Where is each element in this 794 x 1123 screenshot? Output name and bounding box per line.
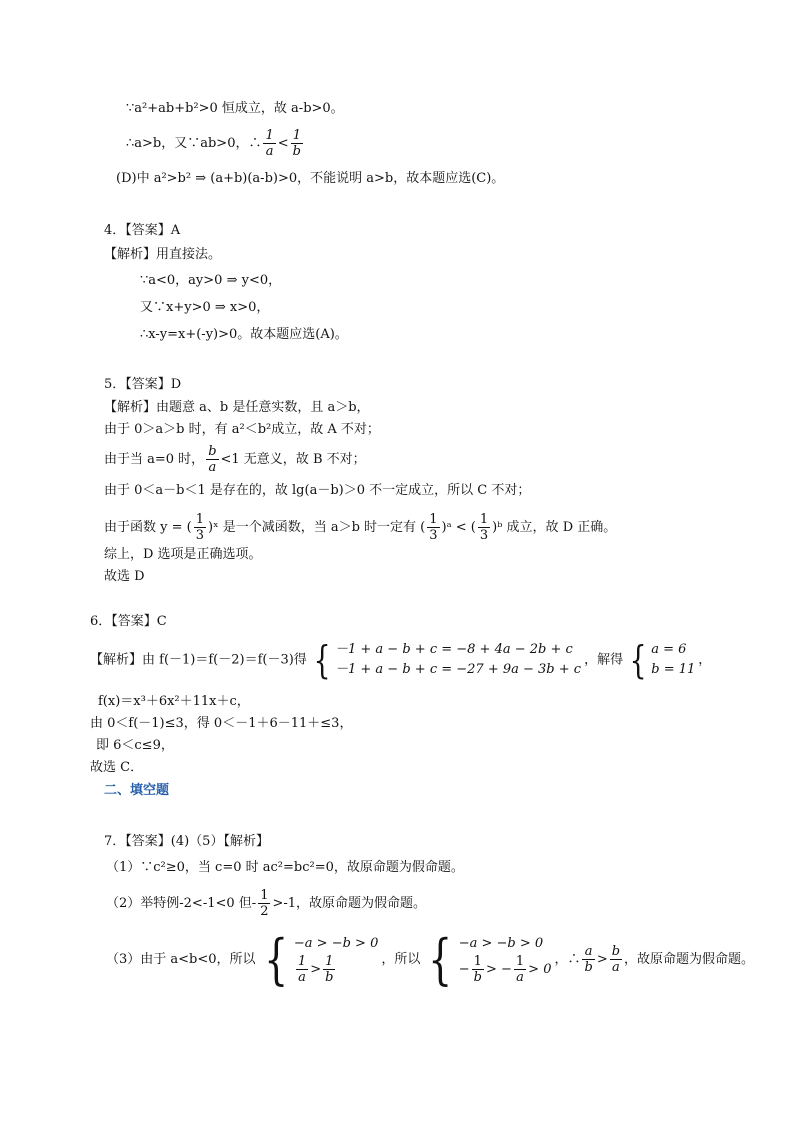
q5-summary: 综上，D 选项是正确选项。 — [104, 547, 262, 562]
text: ，∴ — [554, 952, 581, 967]
text: （2）举特例-2<-1<0 但- — [106, 896, 257, 911]
q4-answer: 4．【答案】A — [104, 223, 181, 238]
fraction-1-over-3: $\frac{1}{3}$ — [195, 512, 204, 543]
less-than: < — [277, 136, 289, 151]
text: ∴a>b，又∵ab>0，∴ — [126, 136, 262, 151]
fraction-1-over-a: $\frac{1}{a}$ — [297, 954, 307, 985]
line-3: (D)中 a²>b² ⇒ (a+b)(a-b)>0，不能说明 a>b，故本题应选(C)。 — [116, 171, 505, 186]
equation-system-1: { －1 + a − b + c = −8 + 4a − 2b + c －1 + a − b + c = −27 + 9a − 3b + c — [313, 638, 582, 682]
q5-line-4: 由于 0＜a－b＜1 是存在的，故 lg(a－b)＞0 不一定成立，所以 C 不对； — [104, 483, 531, 498]
q6-line-2: f(x)＝x³＋6x²＋11x＋c， — [98, 694, 250, 709]
q7-answer: 7．【答案】(4)（5）【解析】 — [104, 834, 269, 849]
left-brace: { — [313, 638, 331, 682]
q6-answer: 6．【答案】C — [90, 614, 167, 629]
text: )ᵃ < ( — [441, 520, 476, 535]
fraction-b-over-a: $\frac{b}{a}$ — [208, 444, 217, 475]
fraction-a-over-b: $\frac{a}{b}$ — [584, 944, 593, 975]
fraction-1-over-b: $\frac{1}{b}$ — [292, 128, 301, 159]
equation-system-2: { a = 6 b = 11 — [629, 638, 696, 682]
fraction-1-over-3: $\frac{1}{3}$ — [429, 512, 438, 543]
q4-step-1: ∵a<0，ay>0 ⇒ y<0， — [140, 273, 282, 288]
left-brace: { — [263, 927, 288, 991]
left-brace: { — [428, 927, 453, 991]
q7-line-3 — [106, 927, 755, 991]
q5-analysis: 【解析】由题意 a、b 是任意实数，且 a＞b， — [104, 400, 370, 415]
text: ，故原命题为假命题。 — [624, 952, 755, 967]
q6-line-4: 即 6＜c≤9， — [96, 738, 174, 753]
text: <1 无意义，故 B 不对； — [220, 452, 366, 467]
q7-line-2 — [106, 888, 426, 919]
q5-answer: 5．【答案】D — [104, 377, 182, 392]
inequality-system-2: { −a > −b > 0 − $\frac{1}{b}$ > − $\frac{1}{a}$ > 0 — [428, 927, 552, 991]
text: 由于当 a=0 时， — [104, 452, 205, 467]
text: ， — [698, 652, 712, 668]
text: 由于函数 y = ( — [104, 520, 192, 535]
q7-line-1: （1）∵c²≥0，当 c=0 时 ac²=bc²=0，故原命题为假命题。 — [106, 860, 464, 875]
fraction-1-over-2: $\frac{1}{2}$ — [260, 888, 269, 919]
q6-line-3: 由 0＜f(－1)≤3，得 0＜－1＋6－11＋≤3， — [90, 716, 353, 731]
fraction-1-over-3: $\frac{1}{3}$ — [479, 512, 489, 543]
line-1: ∵a²+ab+b²>0 恒成立，故 a-b>0。 — [126, 101, 344, 116]
q4-analysis: 【解析】用直接法。 — [104, 247, 222, 262]
q5-line-5 — [104, 512, 616, 543]
q6-choice: 故选 C． — [90, 760, 144, 775]
greater-than: > — [596, 952, 608, 967]
fraction-1-over-a: $\frac{1}{a}$ — [265, 128, 274, 159]
q4-step-3: ∴x-y=x+(-y)>0。故本题应选(A)。 — [140, 327, 348, 342]
fraction-b-over-a: $\frac{b}{a}$ — [611, 944, 621, 975]
text: ，所以 — [381, 952, 421, 967]
text: )ˣ 是一个减函数，当 a＞b 时一定有 ( — [208, 520, 426, 535]
fraction-1-over-b: $\frac{1}{b}$ — [473, 954, 482, 985]
section-heading-fill-in: 二、填空题 — [104, 783, 170, 798]
q5-line-2: 由于 0＞a＞b 时，有 a²＜b²成立，故 A 不对； — [104, 422, 380, 437]
text: ，解得 — [584, 652, 624, 668]
text: >-1，故原命题为假命题。 — [272, 896, 427, 911]
text: 【解析】由 f(－1)＝f(－2)＝f(－3)得 — [90, 652, 307, 668]
fraction-1-over-b: $\frac{1}{b}$ — [325, 954, 334, 985]
q5-choice: 故选 D — [104, 569, 145, 584]
line-2 — [126, 128, 305, 159]
text: )ᵇ 成立，故 D 正确。 — [492, 520, 617, 535]
fraction-1-over-a: $\frac{1}{a}$ — [515, 954, 525, 985]
text: （3）由于 a<b<0，所以 — [106, 952, 256, 967]
q6-analysis — [90, 640, 711, 680]
left-brace: { — [629, 638, 647, 682]
q5-line-3 — [104, 444, 366, 475]
inequality-system-1: { −a > −b > 0 $\frac{1}{a}$ > $\frac{1}{b}$ — [263, 927, 379, 991]
q4-step-2: 又∵x+y>0 ⇒ x>0， — [140, 300, 270, 315]
